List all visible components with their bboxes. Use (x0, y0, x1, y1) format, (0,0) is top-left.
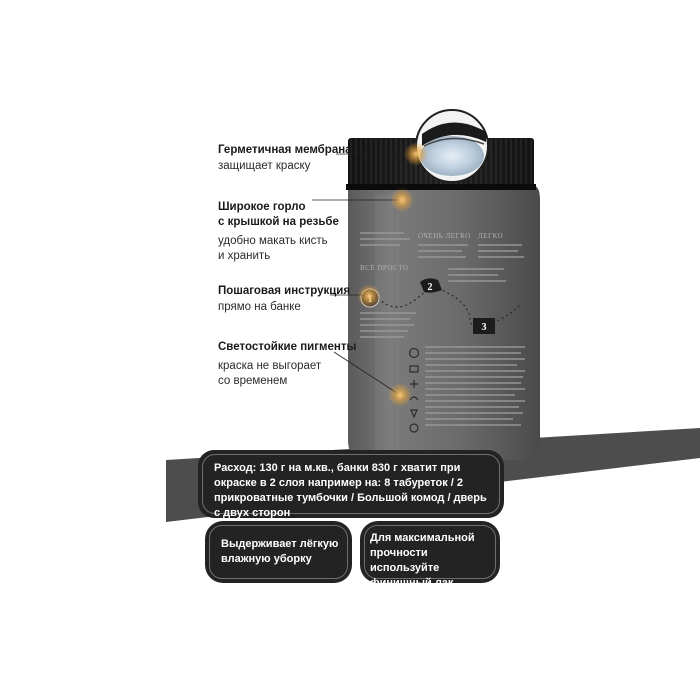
callout-title: Пошаговая инструкция (218, 285, 351, 297)
coverage-info-text: Расход: 130 г на м.кв., банки 830 г хватит при окраске в 2 слоя например на: 8 табуреток / 2 прикроватные тумбочки / Большой комод / дверь с двух сторон (214, 462, 487, 519)
callout-subtitle: защищает краску (218, 160, 311, 172)
accent-glow (388, 383, 412, 407)
cleaning-info-text: Выдерживает лёгкую влажную уборку (221, 538, 339, 565)
varnish-info-text: Для максимальной прочности используйте финишный лак (370, 532, 475, 589)
jar-col2-heading: ОЧЕНЬ ЛЕГКО (418, 232, 471, 240)
step-3-number: 3 (481, 322, 487, 333)
jar-heading: ВСЁ ПРОСТО (360, 264, 409, 272)
accent-glow (390, 188, 414, 212)
accent-glow (404, 142, 428, 166)
cleaning-info-panel (205, 521, 352, 583)
callout-title: Герметичная мембрана (218, 144, 352, 156)
callout-title: Широкое горло с крышкой на резьбе (218, 201, 339, 228)
callout-title: Светостойкие пигменты (218, 341, 357, 353)
callout-instructions (218, 284, 368, 315)
coverage-info-panel (198, 450, 504, 518)
callout-wide-neck (218, 200, 368, 264)
callout-subtitle: прямо на банке (218, 301, 301, 313)
jar-col3-heading: ЛЕГКО (478, 232, 504, 240)
callout-subtitle: краска не выгорает со временем (218, 360, 322, 387)
callout-membrane (218, 143, 368, 174)
callout-subtitle: удобно макать кисть и хранить (218, 235, 328, 262)
varnish-info-panel (360, 521, 500, 589)
step-2-number: 2 (427, 282, 433, 293)
callout-pigments (218, 340, 368, 389)
